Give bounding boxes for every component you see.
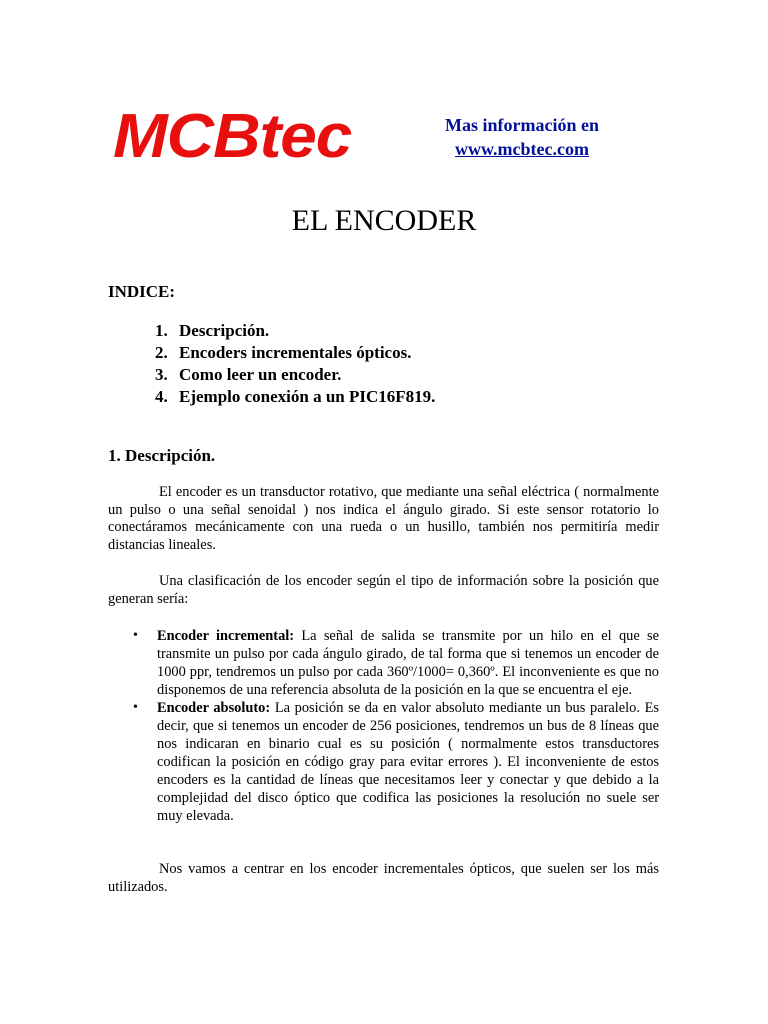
- index-item: [155, 342, 435, 364]
- bullet-icon: •: [133, 628, 138, 643]
- bullet-item: [0, 627, 659, 699]
- more-info-block: [412, 113, 632, 161]
- index-item-number: 2.: [155, 343, 168, 362]
- more-info-label: Mas información en: [445, 115, 599, 135]
- bullet-term: Encoder incremental:: [157, 628, 295, 644]
- bullet-item: [0, 699, 659, 825]
- bullet-icon: •: [133, 700, 138, 715]
- index-item: [155, 386, 435, 408]
- body-paragraph: El encoder es un transductor rotativo, que mediante una señal eléctrica ( normalmente un pulso o una señal senoidal ) nos indica el ángulo girado. Si este sensor rotatorio lo conectáramos mecánicamente con una rueda o un husillo, también nos permitiría medir distancias lineales.: [108, 484, 659, 553]
- mcbtec-logo: MCBtec: [113, 102, 352, 171]
- index-item-label: Como leer un encoder.: [179, 365, 342, 384]
- bullet-list: [0, 627, 768, 825]
- index-heading: INDICE:: [108, 282, 176, 301]
- body-paragraph: Nos vamos a centrar en los encoder incrementales ópticos, que suelen ser los más utilizados.: [108, 861, 659, 895]
- bullet-term: Encoder absoluto:: [157, 700, 271, 716]
- bullet-text: La posición se da en valor absoluto mediante un bus paralelo. Es decir, que si tenemos un encoder de 256 posiciones, tendremos un bus de 8 líneas que nos indicaran en binario cual es su posición ( normalmente estos transductores codifican la posición en código gray para evitar errores ). El inconveniente de estos encoders es la cantidad de líneas que necesitamos leer y conectar y que debido a la complejidad del disco óptico que codifica las posiciones la resolución no suele ser muy elevada.: [157, 700, 660, 824]
- index-item-number: 1.: [155, 321, 168, 340]
- index-item-label: Encoders incrementales ópticos.: [179, 343, 412, 362]
- index-list: [155, 320, 435, 408]
- bullet-text: La señal de salida se transmite por un hilo en el que se transmite un pulso por cada ángulo girado, de tal forma que si tenemos un encoder de 1000 ppr, tendremos un pulso por cada 360º/1000= 0,360º. El inconveniente es que no disponemos de una referencia absoluta de la posición en la que se encuentra el eje.: [157, 628, 659, 698]
- document-title: EL ENCODER: [291, 204, 477, 237]
- index-item: [155, 364, 435, 386]
- index-item-number: 3.: [155, 365, 168, 384]
- index-item-label: Ejemplo conexión a un PIC16F819.: [179, 387, 436, 406]
- index-item-number: 4.: [155, 387, 168, 406]
- index-item: [155, 320, 435, 342]
- section-heading: 1. Descripción.: [108, 446, 216, 465]
- index-item-label: Descripción.: [179, 321, 270, 340]
- website-link[interactable]: www.mcbtec.com: [455, 139, 589, 159]
- body-paragraph: Una clasificación de los encoder según el tipo de información sobre la posición que generan sería:: [108, 573, 659, 607]
